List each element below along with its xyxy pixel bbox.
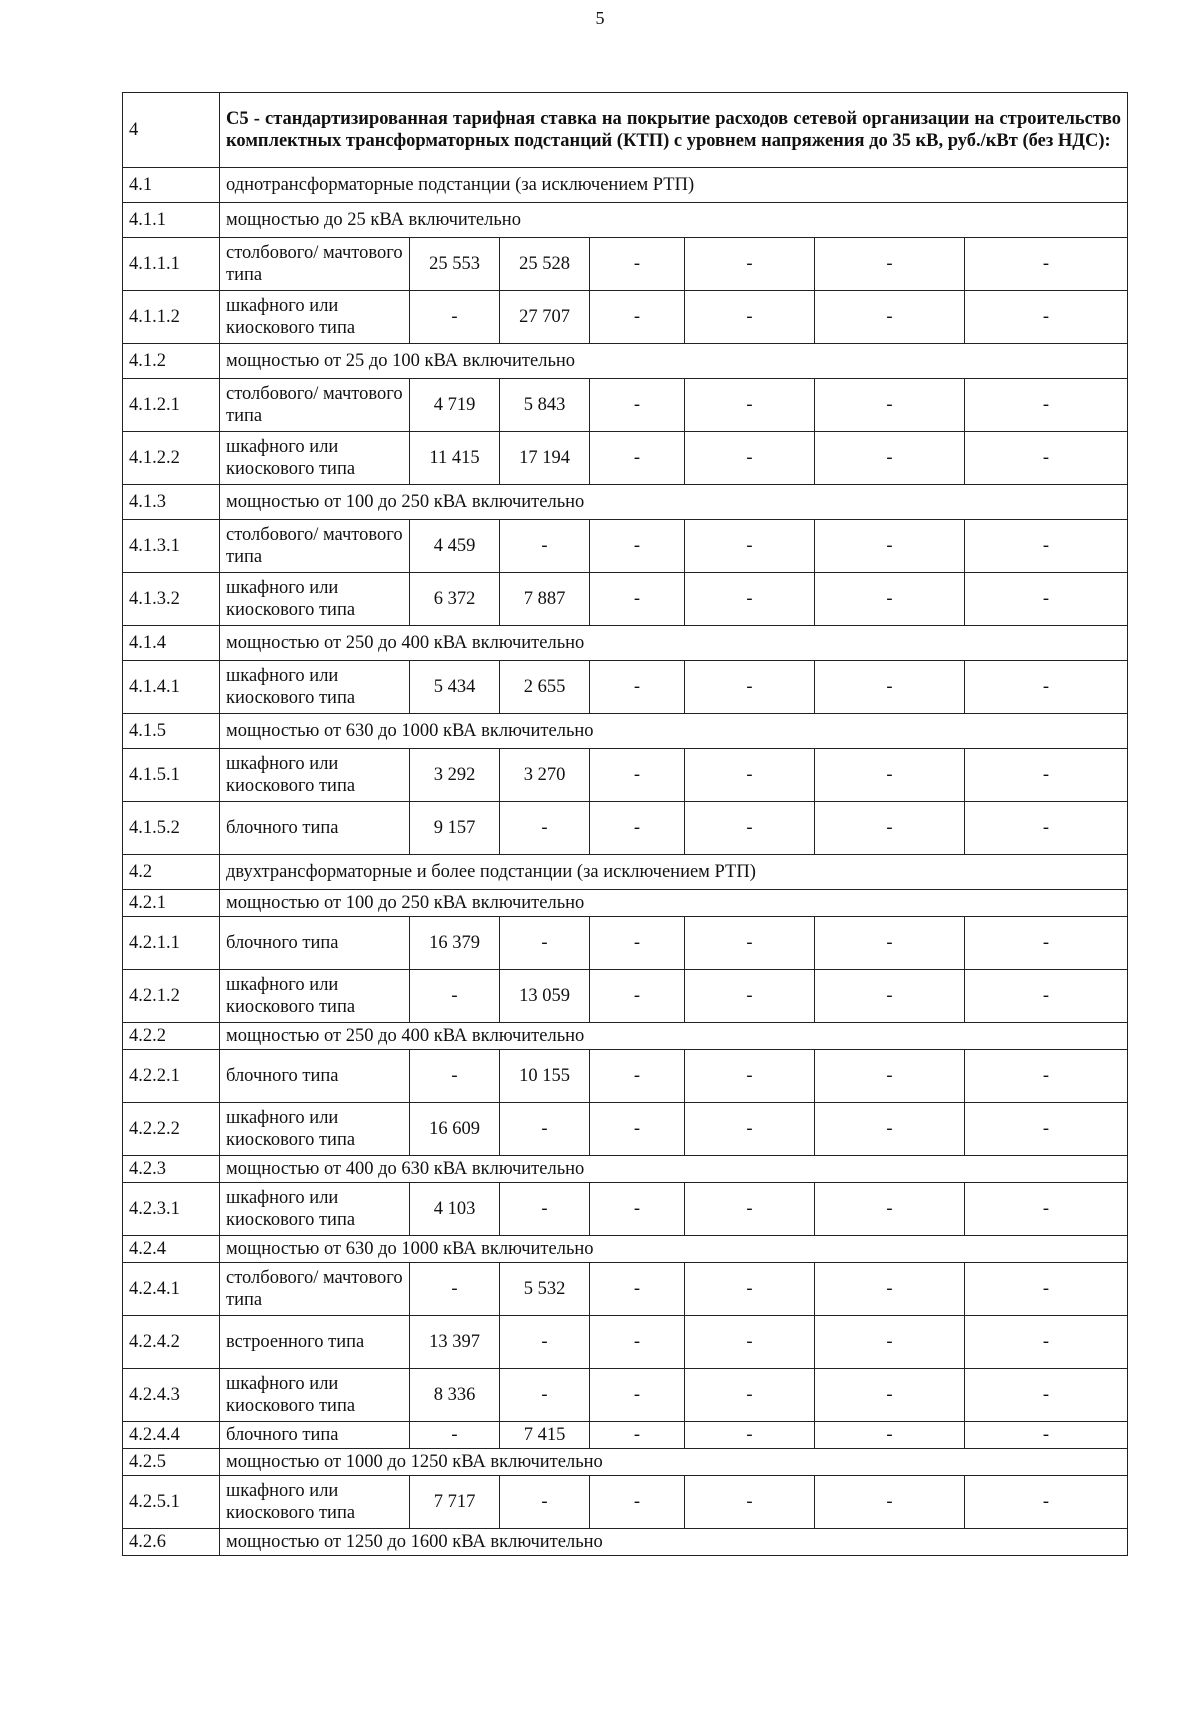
section-row xyxy=(123,1236,1128,1263)
rate-cell: - xyxy=(590,749,685,802)
row-code: 4.2.5.1 xyxy=(123,1476,220,1529)
item-row xyxy=(123,520,1128,573)
rate-cell: - xyxy=(815,432,965,485)
row-code: 4.2.1.2 xyxy=(123,970,220,1023)
rate-cell: - xyxy=(590,291,685,344)
item-row xyxy=(123,749,1128,802)
rate-cell: 7 415 xyxy=(500,1422,590,1449)
rate-cell: 5 532 xyxy=(500,1263,590,1316)
rate-cell: - xyxy=(815,1422,965,1449)
rate-cell: - xyxy=(590,379,685,432)
rate-cell: - xyxy=(500,1183,590,1236)
row-code: 4.1.3 xyxy=(123,485,220,520)
rate-cell: - xyxy=(500,1316,590,1369)
section-title: мощностью от 1000 до 1250 кВА включительно xyxy=(220,1449,1128,1476)
item-row xyxy=(123,1422,1128,1449)
substation-type: шкафного или киоскового типа xyxy=(220,573,410,626)
rate-cell: - xyxy=(590,520,685,573)
rate-cell: 13 397 xyxy=(410,1316,500,1369)
rate-cell: - xyxy=(685,238,815,291)
row-code: 4.1.2.2 xyxy=(123,432,220,485)
substation-type: шкафного или киоскового типа xyxy=(220,432,410,485)
tariff-table xyxy=(122,92,1128,1556)
rate-cell: - xyxy=(965,1103,1128,1156)
rate-cell: - xyxy=(685,379,815,432)
rate-cell: - xyxy=(685,1183,815,1236)
substation-type: столбового/ мачтового типа xyxy=(220,1263,410,1316)
rate-cell: - xyxy=(590,1369,685,1422)
rate-cell: - xyxy=(590,432,685,485)
rate-cell: 3 292 xyxy=(410,749,500,802)
substation-type: встроенного типа xyxy=(220,1316,410,1369)
row-code: 4.2.3.1 xyxy=(123,1183,220,1236)
row-code: 4.2.4.2 xyxy=(123,1316,220,1369)
rate-cell: - xyxy=(590,1316,685,1369)
substation-type: шкафного или киоскового типа xyxy=(220,1103,410,1156)
rate-cell: - xyxy=(500,1103,590,1156)
rate-cell: 4 459 xyxy=(410,520,500,573)
substation-type: столбового/ мачтового типа xyxy=(220,379,410,432)
rate-cell: - xyxy=(685,1103,815,1156)
rate-cell: 7 887 xyxy=(500,573,590,626)
section-row xyxy=(123,1023,1128,1050)
section-row xyxy=(123,168,1128,203)
rate-cell: - xyxy=(815,661,965,714)
item-row xyxy=(123,238,1128,291)
row-code: 4.1.1 xyxy=(123,203,220,238)
rate-cell: - xyxy=(590,238,685,291)
rate-cell: - xyxy=(965,573,1128,626)
row-code: 4.1.1.1 xyxy=(123,238,220,291)
section-row xyxy=(123,344,1128,379)
rate-cell: - xyxy=(815,1103,965,1156)
section-title: мощностью от 100 до 250 кВА включительно xyxy=(220,485,1128,520)
item-row xyxy=(123,1050,1128,1103)
rate-cell: 5 434 xyxy=(410,661,500,714)
item-row xyxy=(123,379,1128,432)
rate-cell: - xyxy=(685,1316,815,1369)
rate-cell: - xyxy=(590,1183,685,1236)
item-row xyxy=(123,1476,1128,1529)
section-row xyxy=(123,855,1128,890)
rate-cell: 16 609 xyxy=(410,1103,500,1156)
section-title: мощностью от 630 до 1000 кВА включительно xyxy=(220,714,1128,749)
item-row xyxy=(123,291,1128,344)
rate-cell: - xyxy=(410,970,500,1023)
rate-cell: 7 717 xyxy=(410,1476,500,1529)
rate-cell: - xyxy=(815,238,965,291)
substation-type: блочного типа xyxy=(220,802,410,855)
rate-cell: - xyxy=(685,1422,815,1449)
rate-cell: - xyxy=(685,749,815,802)
section-title: мощностью от 100 до 250 кВА включительно xyxy=(220,890,1128,917)
item-row xyxy=(123,573,1128,626)
rate-cell: 9 157 xyxy=(410,802,500,855)
row-code: 4.1.3.1 xyxy=(123,520,220,573)
section-row xyxy=(123,714,1128,749)
rate-cell: - xyxy=(590,802,685,855)
row-code: 4.2.4 xyxy=(123,1236,220,1263)
substation-type: шкафного или киоскового типа xyxy=(220,749,410,802)
rate-cell: - xyxy=(590,661,685,714)
rate-cell: - xyxy=(410,291,500,344)
rate-cell: - xyxy=(500,520,590,573)
rate-cell: - xyxy=(500,802,590,855)
row-code: 4.1.5.1 xyxy=(123,749,220,802)
rate-cell: - xyxy=(500,1476,590,1529)
section-title: однотрансформаторные подстанции (за исключением РТП) xyxy=(220,168,1128,203)
rate-cell: - xyxy=(685,573,815,626)
rate-cell: 5 843 xyxy=(500,379,590,432)
substation-type: шкафного или киоскового типа xyxy=(220,1476,410,1529)
tariff-table-body xyxy=(123,93,1128,1556)
rate-cell: 16 379 xyxy=(410,917,500,970)
rate-cell: - xyxy=(815,1050,965,1103)
rate-cell: 27 707 xyxy=(500,291,590,344)
header-code: 4 xyxy=(123,93,220,168)
rate-cell: 3 270 xyxy=(500,749,590,802)
rate-cell: - xyxy=(965,1476,1128,1529)
rate-cell: - xyxy=(685,970,815,1023)
row-code: 4.1.5 xyxy=(123,714,220,749)
row-code: 4.1.1.2 xyxy=(123,291,220,344)
rate-cell: - xyxy=(500,1369,590,1422)
rate-cell: - xyxy=(965,520,1128,573)
rate-cell: - xyxy=(815,1263,965,1316)
row-code: 4.2.3 xyxy=(123,1156,220,1183)
section-title: мощностью от 25 до 100 кВА включительно xyxy=(220,344,1128,379)
rate-cell: - xyxy=(965,661,1128,714)
rate-cell: - xyxy=(685,1369,815,1422)
rate-cell: - xyxy=(410,1422,500,1449)
substation-type: шкафного или киоскового типа xyxy=(220,970,410,1023)
row-code: 4.1.3.2 xyxy=(123,573,220,626)
rate-cell: - xyxy=(590,1476,685,1529)
header-title: С5 - стандартизированная тарифная ставка на покрытие расходов сетевой организации на строительство комплектных трансформаторных подстанций (КТП) с уровнем напряжения до 35 кВ, руб./кВт (без НДС): xyxy=(220,93,1128,168)
rate-cell: 4 103 xyxy=(410,1183,500,1236)
rate-cell: 13 059 xyxy=(500,970,590,1023)
row-code: 4.2.1.1 xyxy=(123,917,220,970)
rate-cell: - xyxy=(410,1263,500,1316)
rate-cell: - xyxy=(815,291,965,344)
rate-cell: - xyxy=(815,802,965,855)
rate-cell: - xyxy=(815,1476,965,1529)
header-row xyxy=(123,93,1128,168)
item-row xyxy=(123,1316,1128,1369)
row-code: 4.2.2.1 xyxy=(123,1050,220,1103)
section-row xyxy=(123,1156,1128,1183)
rate-cell: 25 528 xyxy=(500,238,590,291)
rate-cell: - xyxy=(685,802,815,855)
rate-cell: - xyxy=(815,379,965,432)
rate-cell: - xyxy=(500,917,590,970)
item-row xyxy=(123,970,1128,1023)
rate-cell: - xyxy=(815,1183,965,1236)
row-code: 4.1.4 xyxy=(123,626,220,661)
row-code: 4.2.2 xyxy=(123,1023,220,1050)
rate-cell: - xyxy=(965,802,1128,855)
rate-cell: - xyxy=(965,917,1128,970)
rate-cell: - xyxy=(815,970,965,1023)
rate-cell: - xyxy=(965,432,1128,485)
item-row xyxy=(123,1103,1128,1156)
rate-cell: - xyxy=(590,917,685,970)
rate-cell: - xyxy=(815,573,965,626)
row-code: 4.1.2 xyxy=(123,344,220,379)
row-code: 4.2.4.1 xyxy=(123,1263,220,1316)
rate-cell: - xyxy=(685,1263,815,1316)
substation-type: шкафного или киоскового типа xyxy=(220,661,410,714)
row-code: 4.1 xyxy=(123,168,220,203)
rate-cell: - xyxy=(815,749,965,802)
row-code: 4.2.6 xyxy=(123,1529,220,1556)
rate-cell: - xyxy=(965,749,1128,802)
rate-cell: - xyxy=(685,520,815,573)
rate-cell: - xyxy=(965,238,1128,291)
rate-cell: 10 155 xyxy=(500,1050,590,1103)
item-row xyxy=(123,1183,1128,1236)
rate-cell: 6 372 xyxy=(410,573,500,626)
rate-cell: 2 655 xyxy=(500,661,590,714)
rate-cell: - xyxy=(815,520,965,573)
section-row xyxy=(123,626,1128,661)
substation-type: шкафного или киоскового типа xyxy=(220,291,410,344)
rate-cell: - xyxy=(685,1050,815,1103)
rate-cell: 17 194 xyxy=(500,432,590,485)
section-row xyxy=(123,203,1128,238)
rate-cell: - xyxy=(965,1369,1128,1422)
section-row xyxy=(123,1529,1128,1556)
rate-cell: - xyxy=(965,1316,1128,1369)
rate-cell: - xyxy=(590,1422,685,1449)
rate-cell: - xyxy=(815,1369,965,1422)
substation-type: столбового/ мачтового типа xyxy=(220,238,410,291)
rate-cell: - xyxy=(685,661,815,714)
item-row xyxy=(123,432,1128,485)
item-row xyxy=(123,917,1128,970)
page-number: 5 xyxy=(595,8,605,28)
rate-cell: - xyxy=(590,1103,685,1156)
section-row xyxy=(123,1449,1128,1476)
rate-cell: - xyxy=(965,1183,1128,1236)
rate-cell: - xyxy=(815,917,965,970)
section-title: мощностью до 25 кВА включительно xyxy=(220,203,1128,238)
row-code: 4.1.4.1 xyxy=(123,661,220,714)
row-code: 4.2 xyxy=(123,855,220,890)
row-code: 4.2.1 xyxy=(123,890,220,917)
section-title: мощностью от 250 до 400 кВА включительно xyxy=(220,626,1128,661)
rate-cell: - xyxy=(590,970,685,1023)
section-title: мощностью от 250 до 400 кВА включительно xyxy=(220,1023,1128,1050)
row-code: 4.1.2.1 xyxy=(123,379,220,432)
rate-cell: - xyxy=(590,1050,685,1103)
rate-cell: - xyxy=(685,1476,815,1529)
rate-cell: - xyxy=(685,432,815,485)
rate-cell: - xyxy=(410,1050,500,1103)
substation-type: шкафного или киоскового типа xyxy=(220,1369,410,1422)
rate-cell: - xyxy=(685,917,815,970)
row-code: 4.2.4.4 xyxy=(123,1422,220,1449)
substation-type: столбового/ мачтового типа xyxy=(220,520,410,573)
row-code: 4.1.5.2 xyxy=(123,802,220,855)
rate-cell: - xyxy=(685,291,815,344)
section-title: двухтрансформаторные и более подстанции (за исключением РТП) xyxy=(220,855,1128,890)
section-title: мощностью от 1250 до 1600 кВА включительно xyxy=(220,1529,1128,1556)
item-row xyxy=(123,802,1128,855)
rate-cell: 25 553 xyxy=(410,238,500,291)
section-row xyxy=(123,890,1128,917)
section-row xyxy=(123,485,1128,520)
rate-cell: - xyxy=(965,1050,1128,1103)
substation-type: блочного типа xyxy=(220,1050,410,1103)
substation-type: блочного типа xyxy=(220,1422,410,1449)
rate-cell: - xyxy=(965,379,1128,432)
rate-cell: - xyxy=(965,1263,1128,1316)
substation-type: блочного типа xyxy=(220,917,410,970)
rate-cell: - xyxy=(965,1422,1128,1449)
rate-cell: - xyxy=(590,573,685,626)
rate-cell: - xyxy=(965,291,1128,344)
substation-type: шкафного или киоскового типа xyxy=(220,1183,410,1236)
section-title: мощностью от 400 до 630 кВА включительно xyxy=(220,1156,1128,1183)
rate-cell: 11 415 xyxy=(410,432,500,485)
row-code: 4.2.5 xyxy=(123,1449,220,1476)
row-code: 4.2.4.3 xyxy=(123,1369,220,1422)
item-row xyxy=(123,1369,1128,1422)
row-code: 4.2.2.2 xyxy=(123,1103,220,1156)
rate-cell: - xyxy=(590,1263,685,1316)
rate-cell: - xyxy=(965,970,1128,1023)
rate-cell: 4 719 xyxy=(410,379,500,432)
section-title: мощностью от 630 до 1000 кВА включительно xyxy=(220,1236,1128,1263)
item-row xyxy=(123,661,1128,714)
item-row xyxy=(123,1263,1128,1316)
rate-cell: 8 336 xyxy=(410,1369,500,1422)
rate-cell: - xyxy=(815,1316,965,1369)
